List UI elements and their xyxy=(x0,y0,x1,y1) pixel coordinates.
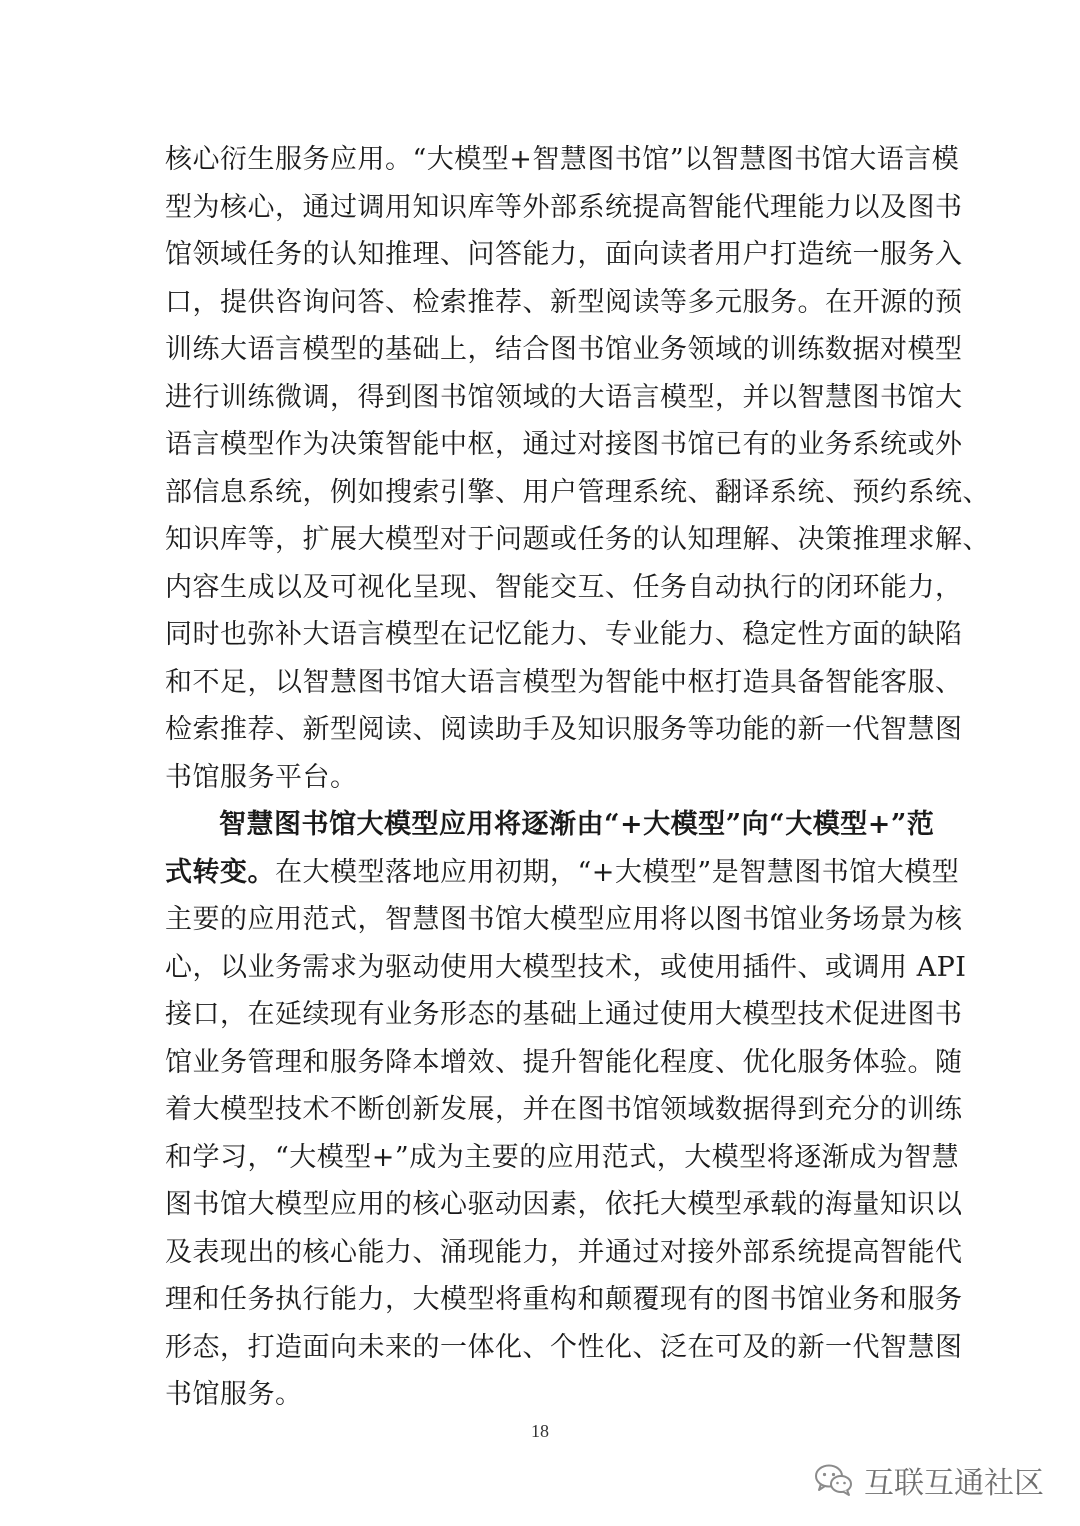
paragraph-1-line: 口，提供咨询问答、检索推荐、新型阅读等多元服务。在开源的预 xyxy=(165,286,963,318)
paragraph-1-line: 进行训练微调，得到图书馆领域的大语言模型，并以智慧图书馆大 xyxy=(165,381,963,413)
paragraph-2-line-2 xyxy=(165,849,960,897)
paragraph-2-heading-end: 式转变。 xyxy=(165,856,275,888)
paragraph-1-line: 知识库等，扩展大模型对于问题或任务的认知理解、决策推理求解、 xyxy=(165,524,990,555)
paragraph-1-line: 同时也弥补大语言模型在记忆能力、专业能力、稳定性方面的缺陷 xyxy=(165,619,963,650)
paragraph-2-line-2-text: 在大模型落地应用初期，“+大模型”是智慧图书馆大模型 xyxy=(275,856,960,888)
paragraph-1-line: 语言模型作为决策智能中枢，通过对接图书馆已有的业务系统或外 xyxy=(165,429,963,460)
page-number: 18 xyxy=(531,1421,549,1441)
paragraph-2-line: 书馆服务。 xyxy=(165,1379,303,1410)
paragraph-2-line: 及表现出的核心能力、涌现能力，并通过对接外部系统提高智能代 xyxy=(165,1236,963,1268)
watermark xyxy=(814,1460,1044,1500)
watermark-text: 互联互通社区 xyxy=(864,1466,1044,1501)
paragraph-2 xyxy=(165,801,967,1419)
paragraph-2-line: 心，以业务需求为驱动使用大模型技术，或使用插件、或调用 API xyxy=(165,951,967,983)
paragraph-2-line: 理和任务执行能力，大模型将重构和颠覆现有的图书馆业务和服务 xyxy=(165,1284,963,1315)
paragraph-1-line: 检索推荐、新型阅读、阅读助手及知识服务等功能的新一代智慧图 xyxy=(165,714,963,745)
paragraph-1-line: 核心衍生服务应用。“大模型+智慧图书馆”以智慧图书馆大语言模 xyxy=(165,144,960,175)
paragraph-1-line: 型为核心，通过调用知识库等外部系统提高智能代理能力以及图书 xyxy=(165,191,963,223)
paragraph-2-body xyxy=(165,896,967,1419)
wechat-icon xyxy=(814,1463,854,1497)
paragraph-1-line: 部信息系统，例如搜索引擎、用户管理系统、翻译系统、预约系统、 xyxy=(165,476,990,508)
paragraph-1-line: 内容生成以及可视化呈现、智能交互、任务自动执行的闭环能力， xyxy=(165,571,963,603)
paragraph-1-line: 训练大语言模型的基础上，结合图书馆业务领域的训练数据对模型 xyxy=(165,334,963,365)
paragraph-2-line: 和学习，“大模型+”成为主要的应用范式，大模型将逐渐成为智慧 xyxy=(165,1141,960,1173)
paragraph-2-line: 馆业务管理和服务降本增效、提升智能化程度、优化服务体验。随 xyxy=(165,1046,963,1078)
paragraph-1 xyxy=(165,136,990,801)
paragraph-2-line: 着大模型技术不断创新发展，并在图书馆领域数据得到充分的训练 xyxy=(165,1094,963,1125)
paragraph-1-line: 和不足，以智慧图书馆大语言模型为智能中枢打造具备智能客服、 xyxy=(165,666,963,698)
body-text xyxy=(165,136,990,1419)
paragraph-2-line: 接口，在延续现有业务形态的基础上通过使用大模型技术促进图书 xyxy=(165,999,963,1030)
paragraph-2-heading-line: 智慧图书馆大模型应用将逐渐由“+大模型”向“大模型+”范 xyxy=(219,809,935,840)
paragraph-2-line: 形态，打造面向未来的一体化、个性化、泛在可及的新一代智慧图 xyxy=(165,1331,963,1363)
paragraph-1-line: 书馆服务平台。 xyxy=(165,761,358,793)
paragraph-2-line: 主要的应用范式，智慧图书馆大模型应用将以图书馆业务场景为核 xyxy=(165,904,963,935)
paragraph-1-line: 馆领域任务的认知推理、问答能力，面向读者用户打造统一服务入 xyxy=(165,239,963,270)
paragraph-2-line: 图书馆大模型应用的核心驱动因素，依托大模型承载的海量知识以 xyxy=(165,1189,963,1220)
